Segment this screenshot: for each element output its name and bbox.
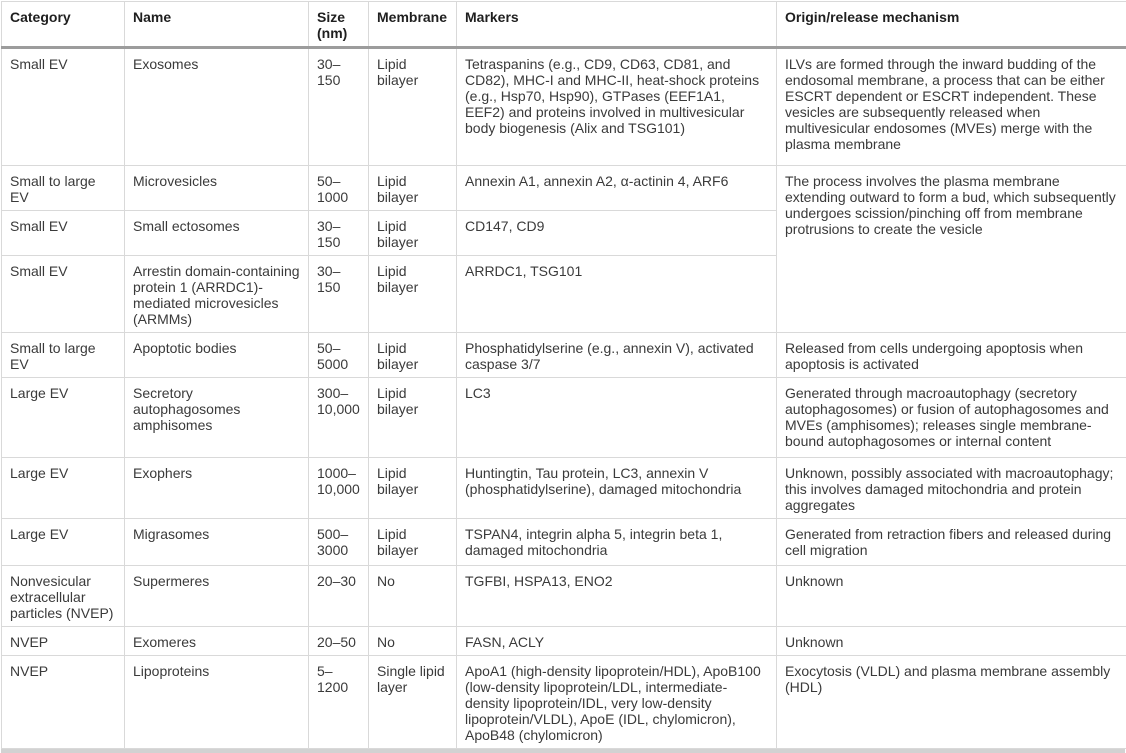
cell-size: 20–50 bbox=[309, 627, 369, 656]
table-row bbox=[2, 378, 1126, 458]
cell-markers: Huntingtin, Tau protein, LC3, annexin V (phosphatidylserine), damaged mitochondria bbox=[457, 458, 777, 519]
column-header-category: Category bbox=[2, 2, 125, 48]
cell-category: NVEP bbox=[2, 656, 125, 749]
table-row bbox=[2, 48, 1126, 166]
cell-membrane: Lipid bilayer bbox=[369, 519, 457, 566]
column-header-name: Name bbox=[125, 2, 309, 48]
cell-membrane: Lipid bilayer bbox=[369, 333, 457, 378]
table-row bbox=[2, 519, 1126, 566]
cell-size: 50–5000 bbox=[309, 333, 369, 378]
cell-size: 300–10,000 bbox=[309, 378, 369, 458]
table-header bbox=[2, 2, 1126, 48]
column-header-markers: Markers bbox=[457, 2, 777, 48]
cell-name: Exomeres bbox=[125, 627, 309, 656]
cell-category: NVEP bbox=[2, 627, 125, 656]
column-header-membrane: Membrane bbox=[369, 2, 457, 48]
cell-name: Apoptotic bodies bbox=[125, 333, 309, 378]
cell-markers: FASN, ACLY bbox=[457, 627, 777, 656]
cell-markers: ARRDC1, TSG101 bbox=[457, 256, 777, 333]
cell-origin: Released from cells undergoing apoptosis when apoptosis is activated bbox=[777, 333, 1126, 378]
cell-name: Arrestin domain-containing protein 1 (ARRDC1)-mediated microvesicles (ARMMs) bbox=[125, 256, 309, 333]
cell-name: Migrasomes bbox=[125, 519, 309, 566]
cell-origin: Exocytosis (VLDL) and plasma membrane assembly (HDL) bbox=[777, 656, 1126, 749]
cell-markers: TGFBI, HSPA13, ENO2 bbox=[457, 566, 777, 627]
cell-name: Exosomes bbox=[125, 48, 309, 166]
cell-markers: Annexin A1, annexin A2, α-actinin 4, ARF6 bbox=[457, 166, 777, 211]
ev-table-container bbox=[1, 1, 1125, 753]
cell-category: Small EV bbox=[2, 256, 125, 333]
ev-classification-table bbox=[1, 1, 1126, 749]
cell-origin: Unknown bbox=[777, 627, 1126, 656]
cell-size: 30–150 bbox=[309, 48, 369, 166]
cell-size: 30–150 bbox=[309, 211, 369, 256]
cell-size: 50–1000 bbox=[309, 166, 369, 211]
cell-markers: Tetraspanins (e.g., CD9, CD63, CD81, and CD82), MHC-I and MHC-II, heat-shock proteins (e.g., Hsp70, Hsp90), GTPases (EEF1A1, EEF2) and proteins involved in multivesicular body biogenesis (Alix and TSG101) bbox=[457, 48, 777, 166]
table-row bbox=[2, 627, 1126, 656]
cell-name: Secretory autophagosomes amphisomes bbox=[125, 378, 309, 458]
table-body bbox=[2, 48, 1126, 749]
cell-size: 5–1200 bbox=[309, 656, 369, 749]
table-row bbox=[2, 333, 1126, 378]
cell-size: 1000–10,000 bbox=[309, 458, 369, 519]
table-row bbox=[2, 566, 1126, 627]
cell-origin: Unknown, possibly associated with macroautophagy; this involves damaged mitochondria and protein aggregates bbox=[777, 458, 1126, 519]
cell-origin: Generated through macroautophagy (secretory autophagosomes) or fusion of autophagosomes and MVEs (amphisomes); releases single membrane-bound autophagosomes or internal content bbox=[777, 378, 1126, 458]
cell-membrane: Lipid bilayer bbox=[369, 458, 457, 519]
cell-name: Exophers bbox=[125, 458, 309, 519]
cell-size: 500–3000 bbox=[309, 519, 369, 566]
cell-name: Supermeres bbox=[125, 566, 309, 627]
column-header-origin: Origin/release mechanism bbox=[777, 2, 1126, 48]
table-row bbox=[2, 656, 1126, 749]
cell-membrane: No bbox=[369, 627, 457, 656]
cell-size: 30–150 bbox=[309, 256, 369, 333]
cell-category: Small to large EV bbox=[2, 166, 125, 211]
cell-category: Large EV bbox=[2, 378, 125, 458]
header-row bbox=[2, 2, 1126, 48]
cell-membrane: Lipid bilayer bbox=[369, 166, 457, 211]
cell-name: Microvesicles bbox=[125, 166, 309, 211]
cell-category: Nonvesicular extracellular particles (NVEP) bbox=[2, 566, 125, 627]
column-header-size: Size (nm) bbox=[309, 2, 369, 48]
table-row bbox=[2, 166, 1126, 211]
cell-markers: TSPAN4, integrin alpha 5, integrin beta 1, damaged mitochondria bbox=[457, 519, 777, 566]
cell-origin: Unknown bbox=[777, 566, 1126, 627]
cell-membrane: Lipid bilayer bbox=[369, 256, 457, 333]
table-row bbox=[2, 458, 1126, 519]
cell-category: Large EV bbox=[2, 519, 125, 566]
cell-membrane: Lipid bilayer bbox=[369, 48, 457, 166]
cell-markers: ApoA1 (high-density lipoprotein/HDL), ApoB100 (low-density lipoprotein/LDL, intermediate-density lipoprotein/IDL, very low-density lipoprotein/VLDL), ApoE (IDL, chylomicron), ApoB48 (chylomicron) bbox=[457, 656, 777, 749]
cell-markers: CD147, CD9 bbox=[457, 211, 777, 256]
cell-name: Small ectosomes bbox=[125, 211, 309, 256]
cell-category: Large EV bbox=[2, 458, 125, 519]
cell-membrane: No bbox=[369, 566, 457, 627]
cell-membrane: Single lipid layer bbox=[369, 656, 457, 749]
cell-name: Lipoproteins bbox=[125, 656, 309, 749]
cell-membrane: Lipid bilayer bbox=[369, 211, 457, 256]
cell-category: Small EV bbox=[2, 211, 125, 256]
cell-origin: Generated from retraction fibers and released during cell migration bbox=[777, 519, 1126, 566]
cell-size: 20–30 bbox=[309, 566, 369, 627]
cell-markers: Phosphatidylserine (e.g., annexin V), activated caspase 3/7 bbox=[457, 333, 777, 378]
cell-category: Small to large EV bbox=[2, 333, 125, 378]
cell-markers: LC3 bbox=[457, 378, 777, 458]
cell-category: Small EV bbox=[2, 48, 125, 166]
cell-membrane: Lipid bilayer bbox=[369, 378, 457, 458]
cell-origin: ILVs are formed through the inward budding of the endosomal membrane, a process that can be either ESCRT dependent or ESCRT independent. These vesicles are subsequently released when multivesicular endosomes (MVEs) merge with the plasma membrane bbox=[777, 48, 1126, 166]
cell-origin: The process involves the plasma membrane extending outward to form a bud, which subsequently undergoes scission/pinching off from membrane protrusions to create the vesicle bbox=[777, 166, 1126, 333]
